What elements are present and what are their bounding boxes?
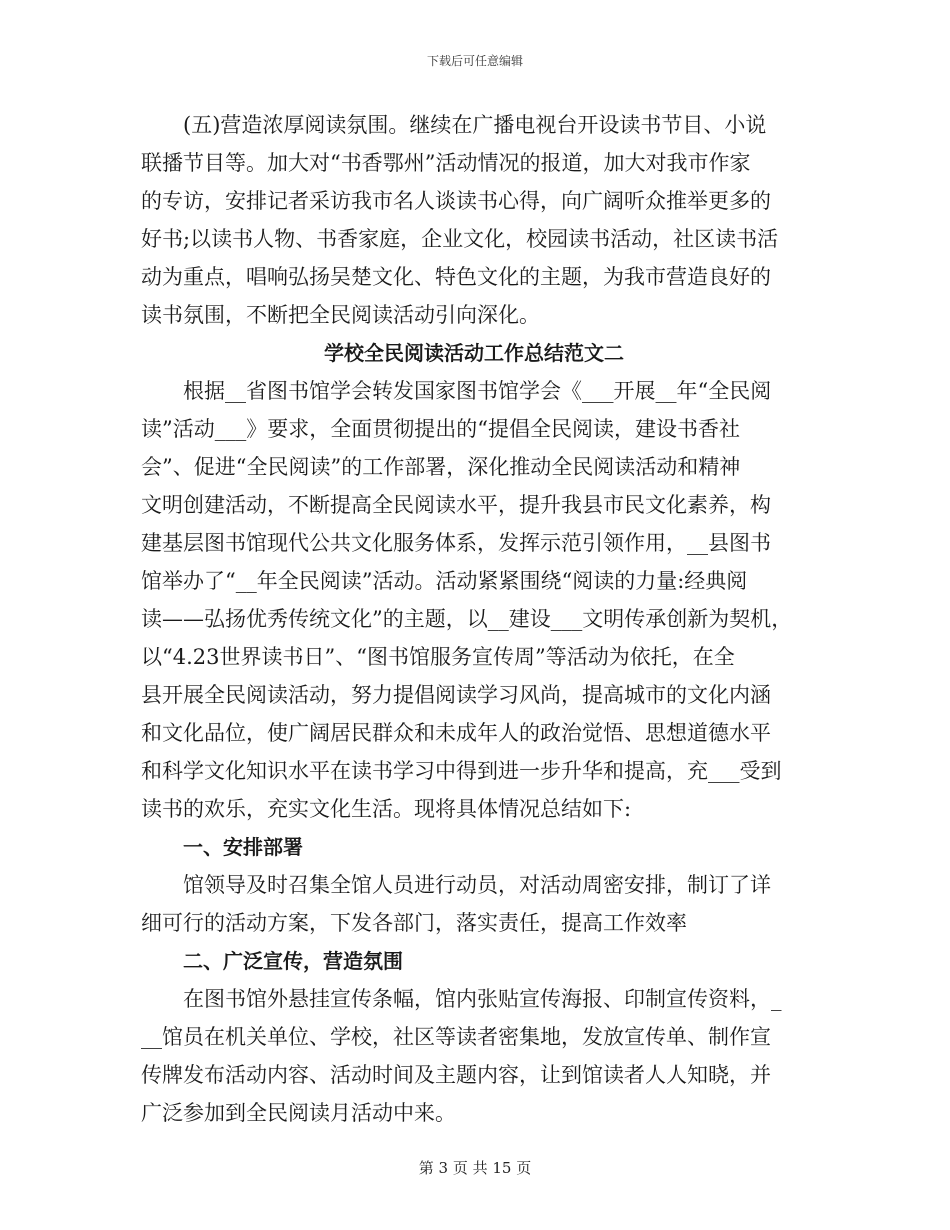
paragraph-line: 和文化品位，使广阔居民群众和未成年人的政治觉悟、思想道德水平 bbox=[141, 721, 771, 745]
paragraph-line: 动为重点，唱响弘扬吴楚文化、特色文化的主题，为我市营造良好的 bbox=[141, 265, 771, 289]
paragraph-line: 在图书馆外悬挂宣传条幅，馆内张贴宣传海报、印制宣传资料，_ bbox=[183, 987, 782, 1011]
section-title: 学校全民阅读活动工作总结范文二 bbox=[324, 341, 624, 365]
paragraph-line: 文明创建活动，不断提高全民阅读水平，提升我县市民文化素养，构 bbox=[141, 493, 771, 517]
paragraph-line: 会”、促进“全民阅读”的工作部署，深化推动全民阅读活动和精神 bbox=[141, 455, 741, 479]
paragraph-line: 广泛参加到全民阅读月活动中来。 bbox=[141, 1101, 456, 1125]
paragraph-line: 馆举办了“__年全民阅读”活动。活动紧紧围绕“阅读的力量:经典阅 bbox=[141, 569, 748, 593]
paragraph-line: 联播节目等。加大对“书香鄂州”活动情况的报道，加大对我市作家 bbox=[141, 151, 751, 175]
paragraph-line: 和科学文化知识水平在读书学习中得到进一步升华和提高，充___受到 bbox=[141, 759, 782, 783]
paragraph-line: (五)营造浓厚阅读氛围。继续在广播电视台开设读书节目、小说 bbox=[183, 113, 767, 137]
paragraph-line: 馆领导及时召集全馆人员进行动员，对活动周密安排，制订了详 bbox=[183, 873, 771, 897]
page-header: 下载后可任意编辑 bbox=[426, 54, 523, 68]
subsection-heading: 一、安排部署 bbox=[183, 835, 303, 859]
paragraph-line: 读书的欢乐，充实文化生活。现将具体情况总结如下: bbox=[141, 797, 632, 821]
paragraph-line: 根据__省图书馆学会转发国家图书馆学会《___开展__年“全民阅 bbox=[183, 379, 772, 403]
page-number: 第 3 页 共 15 页 bbox=[418, 1159, 532, 1177]
paragraph-line: 读书氛围，不断把全民阅读活动引向深化。 bbox=[141, 303, 540, 327]
paragraph-line: 县开展全民阅读活动，努力提倡阅读学习风尚，提高城市的文化内涵 bbox=[141, 683, 771, 707]
paragraph-line: 读——弘扬优秀传统文化”的主题，以__建设___文明传承创新为契机， bbox=[141, 607, 793, 631]
paragraph-line: 好书;以读书人物、书香家庭，企业文化，校园读书活动，社区读书活 bbox=[141, 227, 779, 251]
paragraph-line: 读”活动___》要求，全面贯彻提出的“提倡全民阅读，建设书香社 bbox=[141, 417, 740, 441]
subsection-heading: 二、广泛宣传，营造氛围 bbox=[183, 949, 403, 973]
paragraph-line: 细可行的活动方案，下发各部门，落实责任，提高工作效率 bbox=[141, 911, 687, 935]
paragraph-line: 传牌发布活动内容、活动时间及主题内容，让到馆读者人人知晓，并 bbox=[141, 1063, 771, 1087]
paragraph-line: 的专访，安排记者采访我市名人谈读书心得，向广阔听众推举更多的 bbox=[141, 189, 771, 213]
paragraph-line: 以“4.23世界读书日”、“图书馆服务宣传周”等活动为依托，在全 bbox=[141, 645, 735, 669]
document-body bbox=[141, 106, 807, 1132]
paragraph-line: 建基层图书馆现代公共文化服务体系，发挥示范引领作用，__县图书 bbox=[141, 531, 771, 555]
paragraph-line: __馆员在机关单位、学校，社区等读者密集地，发放宣传单、制作宣 bbox=[141, 1025, 771, 1049]
